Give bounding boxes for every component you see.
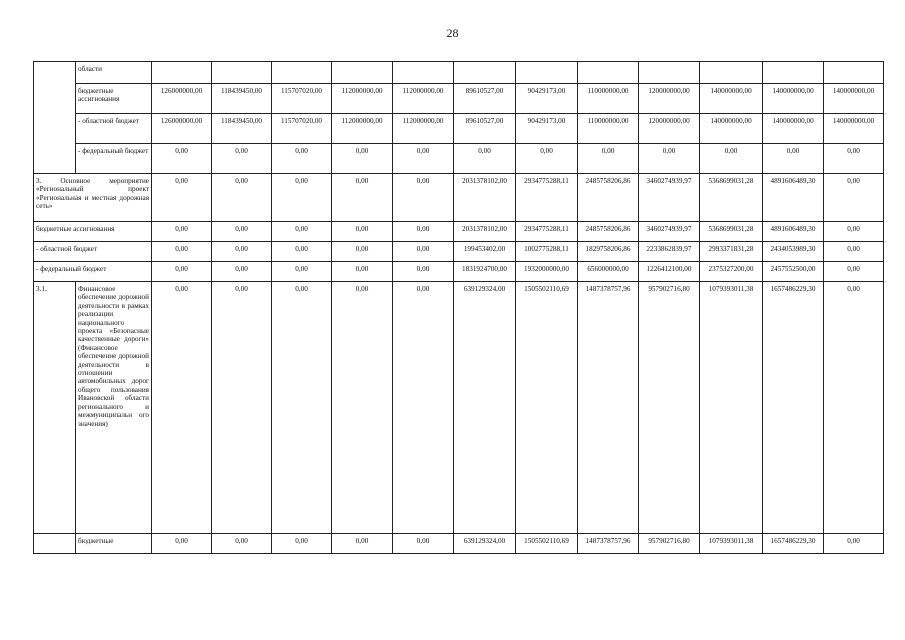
value-cell: 2934775288,11: [516, 174, 578, 222]
value-cell: 1657486229,30: [763, 282, 824, 534]
page-number: 28: [446, 26, 459, 40]
row-budget-allocations: [34, 84, 884, 114]
row-region-header: [34, 62, 884, 84]
value-cell: 639129324,00: [454, 534, 516, 554]
row-label-cell: - областной бюджет: [76, 114, 152, 144]
value-cell: [763, 62, 824, 84]
row-activity-3-budget-allocations: [34, 222, 884, 242]
value-cell: 0,00: [272, 174, 332, 222]
value-cell: [700, 62, 763, 84]
value-cell: 0,00: [212, 174, 272, 222]
value-cell: 118439450,00: [212, 84, 272, 114]
value-cell: [639, 62, 700, 84]
value-cell: 5368699031,28: [700, 222, 763, 242]
value-cell: 0,00: [152, 144, 212, 174]
value-cell: [332, 62, 393, 84]
row-main-activity-3: [34, 174, 884, 222]
value-cell: 110000000,00: [578, 84, 639, 114]
value-cell: 90429173,00: [516, 84, 578, 114]
budget-table: [33, 61, 884, 554]
value-cell: 126000000,00: [152, 114, 212, 144]
value-cell: 656000000,00: [578, 262, 639, 282]
value-cell: 126000000,00: [152, 84, 212, 114]
value-cell: 1829758206,86: [578, 242, 639, 262]
value-cell: 0,00: [393, 242, 454, 262]
value-cell: 0,00: [393, 222, 454, 242]
value-cell: 2375327200,00: [700, 262, 763, 282]
value-cell: 112000000,00: [393, 114, 454, 144]
value-cell: 0,00: [516, 144, 578, 174]
value-cell: 0,00: [332, 282, 393, 534]
value-cell: 140000000,00: [763, 84, 824, 114]
value-cell: 1505502110,69: [516, 282, 578, 534]
value-cell: 0,00: [152, 534, 212, 554]
value-cell: [824, 62, 884, 84]
row-label-cell: бюджетные ассигнования: [34, 222, 152, 242]
value-cell: 140000000,00: [700, 114, 763, 144]
row-label-cell: - областной бюджет: [34, 242, 152, 262]
value-cell: 0,00: [212, 262, 272, 282]
row-activity-3-regional-budget: [34, 242, 884, 262]
value-cell: 2485758206,86: [578, 174, 639, 222]
value-cell: 1505502110,69: [516, 534, 578, 554]
value-cell: 0,00: [700, 144, 763, 174]
value-cell: 1079393011,38: [700, 534, 763, 554]
value-cell: 3460274939,97: [639, 222, 700, 242]
value-cell: 90429173,00: [516, 114, 578, 144]
row-regional-budget: [34, 114, 884, 144]
value-cell: 2485758206,86: [578, 222, 639, 242]
row-label-cell: области: [76, 62, 152, 84]
value-cell: 112000000,00: [332, 114, 393, 144]
value-cell: 4891606489,30: [763, 222, 824, 242]
value-cell: 140000000,00: [824, 114, 884, 144]
value-cell: 0,00: [272, 534, 332, 554]
value-cell: 1487378757,96: [578, 534, 639, 554]
value-cell: 0,00: [212, 282, 272, 534]
value-cell: 2434053989,30: [763, 242, 824, 262]
value-cell: 1487378757,96: [578, 282, 639, 534]
value-cell: 0,00: [152, 174, 212, 222]
value-cell: 118439450,00: [212, 114, 272, 144]
value-cell: 2233862839,97: [639, 242, 700, 262]
value-cell: 2934775288,11: [516, 222, 578, 242]
value-cell: 0,00: [272, 242, 332, 262]
value-cell: 0,00: [763, 144, 824, 174]
value-cell: 1226412100,00: [639, 262, 700, 282]
row-number-cell: [34, 534, 76, 554]
value-cell: 1002775288,11: [516, 242, 578, 262]
value-cell: 0,00: [152, 242, 212, 262]
row-federal-budget: [34, 144, 884, 174]
value-cell: 5368699031,28: [700, 174, 763, 222]
value-cell: [212, 62, 272, 84]
value-cell: 115707020,00: [272, 84, 332, 114]
value-cell: 0,00: [152, 222, 212, 242]
row-label-cell: Финансовое обеспечение дорожной деятельности в рамках реализации национального проекта «Безопасные качественные дороги» (Финансовое обеспечение дорожной деятельности в отношении автомобильных дорог общего пользования Ивановской области регионального и межмуниципальн ого значения): [76, 282, 152, 534]
value-cell: 0,00: [272, 282, 332, 534]
value-cell: 2457552500,00: [763, 262, 824, 282]
value-cell: 0,00: [152, 262, 212, 282]
value-cell: 0,00: [332, 534, 393, 554]
value-cell: 0,00: [639, 144, 700, 174]
value-cell: 0,00: [212, 534, 272, 554]
value-cell: 120000000,00: [639, 84, 700, 114]
value-cell: [516, 62, 578, 84]
value-cell: 0,00: [332, 174, 393, 222]
row-label-cell: - федеральный бюджет: [34, 262, 152, 282]
value-cell: 89610527,00: [454, 84, 516, 114]
value-cell: [454, 62, 516, 84]
value-cell: 0,00: [824, 262, 884, 282]
value-cell: 1831924700,00: [454, 262, 516, 282]
value-cell: 0,00: [824, 174, 884, 222]
row-label-cell: бюджетные ассигнования: [76, 84, 152, 114]
value-cell: 0,00: [272, 222, 332, 242]
value-cell: 199453402,00: [454, 242, 516, 262]
value-cell: 2031378102,00: [454, 174, 516, 222]
value-cell: 1657486229,30: [763, 534, 824, 554]
value-cell: 639129324,00: [454, 282, 516, 534]
value-cell: 0,00: [272, 144, 332, 174]
value-cell: 0,00: [824, 144, 884, 174]
value-cell: 140000000,00: [763, 114, 824, 144]
value-cell: 0,00: [393, 144, 454, 174]
value-cell: 2993371831,28: [700, 242, 763, 262]
value-cell: 0,00: [454, 144, 516, 174]
row-number-cell: [34, 62, 76, 174]
value-cell: 0,00: [578, 144, 639, 174]
value-cell: 0,00: [332, 222, 393, 242]
value-cell: 89610527,00: [454, 114, 516, 144]
row-label-cell: - федеральный бюджет: [76, 144, 152, 174]
value-cell: 0,00: [212, 222, 272, 242]
value-cell: [578, 62, 639, 84]
value-cell: 0,00: [212, 144, 272, 174]
value-cell: 0,00: [824, 242, 884, 262]
value-cell: 0,00: [272, 262, 332, 282]
value-cell: 1932000000,00: [516, 262, 578, 282]
value-cell: 112000000,00: [332, 84, 393, 114]
value-cell: 0,00: [212, 242, 272, 262]
value-cell: 120000000,00: [639, 114, 700, 144]
row-label-cell: бюджетные: [76, 534, 152, 554]
value-cell: 0,00: [393, 174, 454, 222]
value-cell: 0,00: [393, 534, 454, 554]
value-cell: 0,00: [824, 534, 884, 554]
value-cell: 140000000,00: [700, 84, 763, 114]
value-cell: 0,00: [332, 242, 393, 262]
value-cell: 2031378102,00: [454, 222, 516, 242]
value-cell: 0,00: [824, 222, 884, 242]
value-cell: 0,00: [393, 282, 454, 534]
value-cell: 0,00: [332, 262, 393, 282]
value-cell: 0,00: [393, 262, 454, 282]
row-activity-3-federal-budget: [34, 262, 884, 282]
value-cell: 110000000,00: [578, 114, 639, 144]
value-cell: [272, 62, 332, 84]
value-cell: [152, 62, 212, 84]
value-cell: 1079393011,38: [700, 282, 763, 534]
value-cell: 0,00: [824, 282, 884, 534]
value-cell: 957902716,80: [639, 534, 700, 554]
row-number-cell: 3.1.: [34, 282, 76, 534]
value-cell: 115707020,00: [272, 114, 332, 144]
row-item-3-1-budget: [34, 534, 884, 554]
value-cell: 140000000,00: [824, 84, 884, 114]
value-cell: 3460274939,97: [639, 174, 700, 222]
row-item-3-1: [34, 282, 884, 534]
value-cell: 0,00: [332, 144, 393, 174]
value-cell: [393, 62, 454, 84]
value-cell: 4891606489,30: [763, 174, 824, 222]
value-cell: 0,00: [152, 282, 212, 534]
row-label-cell: 3. Основное мероприятие «Региональный проект «Региональная и местная дорожная сеть»: [34, 174, 152, 222]
value-cell: 112000000,00: [393, 84, 454, 114]
value-cell: 957902716,80: [639, 282, 700, 534]
